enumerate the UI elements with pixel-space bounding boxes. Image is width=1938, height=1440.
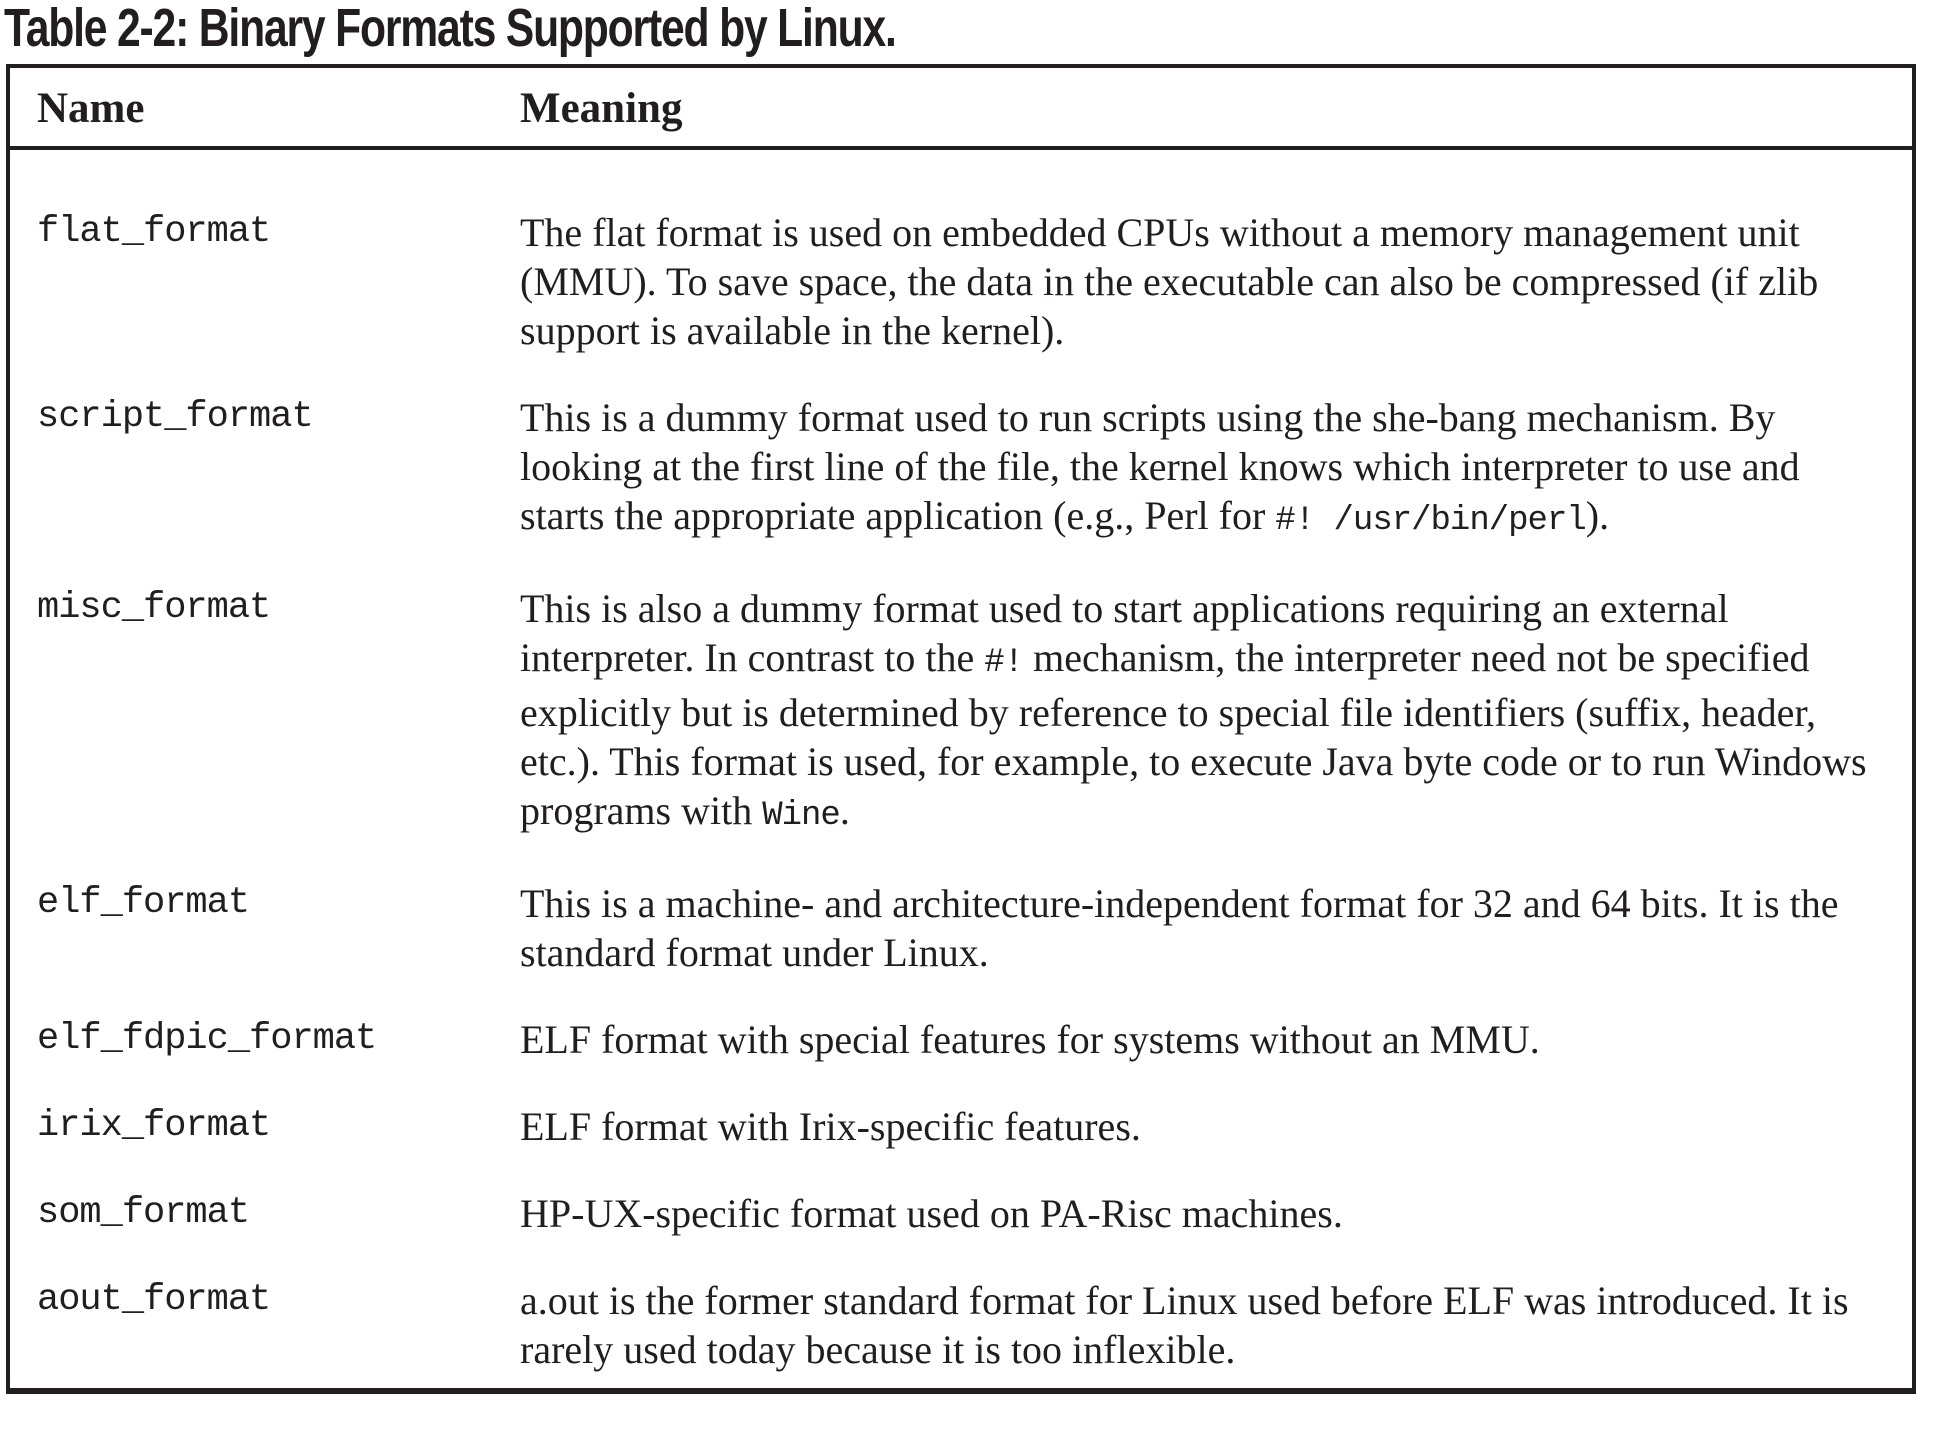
inline-code: #! /usr/bin/perl xyxy=(1275,502,1586,540)
binary-formats-table xyxy=(6,64,1916,1394)
table-row xyxy=(8,1276,1914,1391)
format-name: flat_format xyxy=(37,211,271,253)
table-row xyxy=(8,148,1914,393)
meaning-text: ELF format with special features for systems without an MMU. xyxy=(520,1017,1540,1062)
format-name: script_format xyxy=(37,396,313,438)
table-row xyxy=(8,393,1914,584)
table-row xyxy=(8,879,1914,1015)
format-name: elf_format xyxy=(37,882,250,924)
format-meaning-cell xyxy=(520,393,1914,584)
table-header-row xyxy=(8,66,1914,148)
format-name-cell xyxy=(8,1015,520,1102)
meaning-text: mechanism, the interpreter need not be specified explicitly but is determined by reference to special file identifiers (suffix, header, etc.). This format is used, for example, to execute Java byte code or to run Windows programs with xyxy=(520,635,1867,833)
inline-code: Wine xyxy=(762,797,840,835)
format-meaning-cell xyxy=(520,584,1914,879)
inline-code: #! xyxy=(984,644,1024,682)
meaning-text: This is also a dummy format used to start applications requiring an external interpreter. In contrast to the xyxy=(520,586,1729,680)
table-row xyxy=(8,1102,1914,1189)
meaning-text: ). xyxy=(1585,493,1610,538)
table-row xyxy=(8,1189,1914,1276)
format-name-cell xyxy=(8,1276,520,1391)
table-body xyxy=(8,148,1914,1391)
format-name: misc_format xyxy=(37,587,271,629)
meaning-text: . xyxy=(839,788,850,833)
format-name: irix_format xyxy=(37,1105,271,1147)
format-name-cell xyxy=(8,393,520,584)
meaning-text: HP-UX-specific format used on PA-Risc machines. xyxy=(520,1191,1343,1236)
format-meaning-cell xyxy=(520,1276,1914,1391)
table-header-meaning: Meaning xyxy=(520,66,1914,148)
format-name: aout_format xyxy=(37,1279,271,1321)
format-name-cell xyxy=(8,584,520,879)
format-name: som_format xyxy=(37,1192,250,1234)
format-name-cell xyxy=(8,148,520,393)
format-meaning-cell xyxy=(520,1015,1914,1102)
format-name-cell xyxy=(8,1189,520,1276)
meaning-text: a.out is the former standard format for Linux used before ELF was introduced. It is rarely used today because it is too inflexible. xyxy=(520,1278,1849,1372)
format-meaning-cell xyxy=(520,148,1914,393)
meaning-text: ELF format with Irix-specific features. xyxy=(520,1104,1141,1149)
table-header-name: Name xyxy=(8,66,520,148)
meaning-text: This is a machine- and architecture-independent format for 32 and 64 bits. It is the standard format under Linux. xyxy=(520,881,1839,975)
format-meaning-cell xyxy=(520,1189,1914,1276)
format-meaning-cell xyxy=(520,879,1914,1015)
meaning-text: The flat format is used on embedded CPUs without a memory management unit (MMU). To save space, the data in the executable can also be compressed (if zlib support is available in the kernel). xyxy=(520,210,1819,353)
format-name-cell xyxy=(8,879,520,1015)
format-name: elf_fdpic_format xyxy=(37,1018,377,1060)
table-row xyxy=(8,1015,1914,1102)
page-title: Table 2-2: Binary Formats Supported by Linux. xyxy=(4,0,896,58)
format-meaning-cell xyxy=(520,1102,1914,1189)
format-name-cell xyxy=(8,1102,520,1189)
meaning-text: This is a dummy format used to run scripts using the she-bang mechanism. By looking at the first line of the file, the kernel knows which interpreter to use and starts the appropriate application (e.g., Perl for xyxy=(520,395,1800,538)
table-row xyxy=(8,584,1914,879)
